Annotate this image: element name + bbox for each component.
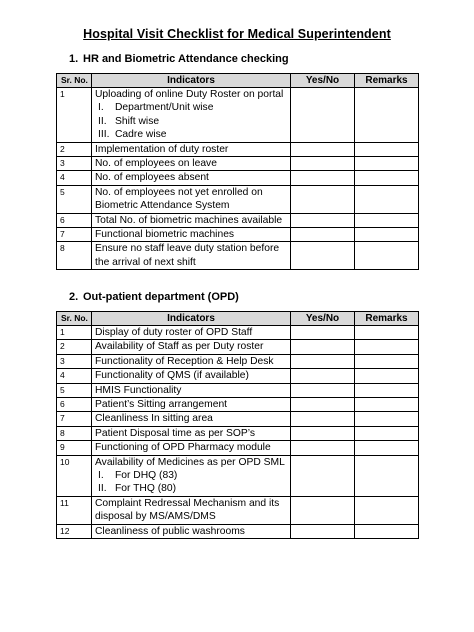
column-header-remarks: Remarks [355,312,419,326]
indicator-text: No. of employees absent [95,172,209,184]
yes-no-cell[interactable] [291,398,355,412]
sr-no-cell: 5 [57,185,92,213]
remarks-cell[interactable] [355,88,419,143]
table-row [57,383,419,397]
indicator-cell [92,242,291,270]
remarks-cell[interactable] [355,426,419,440]
remarks-cell[interactable] [355,524,419,538]
table-row [57,496,419,524]
remarks-cell[interactable] [355,326,419,340]
indicator-cell [92,369,291,383]
sr-no-cell: 9 [57,441,92,455]
sr-no-cell: 3 [57,354,92,368]
remarks-cell[interactable] [355,213,419,227]
remarks-cell[interactable] [355,228,419,242]
table-row [57,426,419,440]
table-row [57,412,419,426]
opd-checklist-table [56,311,419,539]
sub-item-text: For THQ (80) [115,483,177,495]
yes-no-cell[interactable] [291,185,355,213]
remarks-cell[interactable] [355,171,419,185]
indicator-cell [92,496,291,524]
section-title: HR and Biometric Attendance checking [83,53,289,65]
table-row [57,398,419,412]
table-row [57,142,419,156]
table-row [57,228,419,242]
yes-no-cell[interactable] [291,455,355,496]
sr-no-cell: 12 [57,524,92,538]
column-header-indicators: Indicators [92,74,291,88]
yes-no-cell[interactable] [291,369,355,383]
indicator-text: Functionality of QMS (if available) [95,370,249,382]
yes-no-cell[interactable] [291,340,355,354]
sub-item [95,101,287,114]
yes-no-cell[interactable] [291,142,355,156]
indicator-cell [92,157,291,171]
sub-item-numeral: II. [98,483,107,495]
sr-no-cell: 6 [57,213,92,227]
sub-item [95,128,287,141]
indicator-text: Uploading of online Duty Roster on portal [95,89,284,100]
sr-no-cell: 2 [57,340,92,354]
indicator-text: Functional biometric machines [95,229,235,241]
section-title: Out-patient department (OPD) [83,291,239,303]
sr-no-cell: 7 [57,412,92,426]
table-row [57,213,419,227]
table-row [57,326,419,340]
indicator-text: Complaint Redressal Mechanism and its [95,497,280,509]
page-title: Hospital Visit Checklist for Medical Superintendent [83,27,391,41]
section-number: 1. [69,53,79,65]
indicator-cell [92,88,291,143]
yes-no-cell[interactable] [291,157,355,171]
sub-item [95,482,287,495]
indicator-text: Cleanliness of public washrooms [95,525,245,537]
yes-no-cell[interactable] [291,326,355,340]
sr-no-cell: 8 [57,426,92,440]
sr-no-cell: 5 [57,383,92,397]
indicator-text: Display of duty roster of OPD Staff [95,327,253,338]
indicator-text: Functioning of OPD Pharmacy module [95,442,271,454]
sr-no-cell: 4 [57,369,92,383]
remarks-cell[interactable] [355,496,419,524]
remarks-cell[interactable] [355,354,419,368]
indicator-text: Cleanliness In sitting area [95,413,213,425]
table-row [57,455,419,496]
column-header-indicators: Indicators [92,312,291,326]
sub-item-text: Shift wise [115,115,160,127]
table-row [57,441,419,455]
table-row [57,88,419,143]
table-row [57,524,419,538]
indicator-cell [92,398,291,412]
indicator-cell [92,185,291,213]
remarks-cell[interactable] [355,398,419,412]
column-header-yes-no: Yes/No [291,74,355,88]
yes-no-cell[interactable] [291,496,355,524]
indicator-text: Ensure no staff leave duty station before [95,243,280,255]
yes-no-cell[interactable] [291,213,355,227]
table-row [57,354,419,368]
column-header-sr-no: Sr. No. [57,74,92,88]
remarks-cell[interactable] [355,383,419,397]
indicator-text: the arrival of next shift [95,256,196,268]
indicator-text: Total No. of biometric machines available [95,214,283,226]
table-row [57,185,419,213]
remarks-cell[interactable] [355,369,419,383]
indicator-cell [92,426,291,440]
table-row [57,171,419,185]
indicator-cell [92,213,291,227]
yes-no-cell[interactable] [291,354,355,368]
remarks-cell[interactable] [355,142,419,156]
sr-no-cell: 2 [57,142,92,156]
remarks-cell[interactable] [355,340,419,354]
yes-no-cell[interactable] [291,412,355,426]
remarks-cell[interactable] [355,412,419,426]
remarks-cell[interactable] [355,157,419,171]
indicator-cell [92,455,291,496]
table-header-row [57,312,419,326]
indicator-text: No. of employees not yet enrolled on [95,186,263,198]
indicator-cell [92,142,291,156]
indicator-cell [92,412,291,426]
sub-item [95,115,287,128]
column-header-remarks: Remarks [355,74,419,88]
remarks-cell[interactable] [355,455,419,496]
sub-item-text: Department/Unit wise [115,102,214,114]
indicator-cell [92,441,291,455]
sr-no-cell: 10 [57,455,92,496]
section-heading-opd [69,291,239,303]
remarks-cell[interactable] [355,242,419,270]
column-header-yes-no: Yes/No [291,312,355,326]
sr-no-cell: 4 [57,171,92,185]
indicator-text: Availability of Medicines as per OPD SML [95,456,285,468]
indicator-text: Patient Disposal time as per SOP’s [95,427,256,439]
sr-no-cell: 7 [57,228,92,242]
sr-no-cell: 8 [57,242,92,270]
sub-item-numeral: I. [98,102,104,114]
column-header-sr-no: Sr. No. [57,312,92,326]
sr-no-cell: 1 [57,88,92,143]
yes-no-cell[interactable] [291,88,355,143]
indicator-text: Availability of Staff as per Duty roster [95,341,264,353]
sr-no-cell: 1 [57,326,92,340]
table-header-row [57,74,419,88]
sub-item-text: For DHQ (83) [115,470,178,482]
sub-item [95,469,287,482]
section-number: 2. [69,291,79,303]
indicator-cell [92,171,291,185]
indicator-text: Functionality of Reception & Help Desk [95,355,274,367]
yes-no-cell[interactable] [291,242,355,270]
table-row [57,242,419,270]
section-heading-hr-biometric [69,53,289,65]
indicator-cell [92,228,291,242]
indicator-text: HMIS Functionality [95,384,182,396]
yes-no-cell[interactable] [291,383,355,397]
indicator-cell [92,326,291,340]
sub-item-numeral: II. [98,115,107,127]
sr-no-cell: 6 [57,398,92,412]
remarks-cell[interactable] [355,441,419,455]
yes-no-cell[interactable] [291,524,355,538]
table-row [57,340,419,354]
indicator-text: Implementation of duty roster [95,143,229,155]
indicator-text: Biometric Attendance System [95,200,230,212]
indicator-cell [92,340,291,354]
sr-no-cell: 11 [57,496,92,524]
remarks-cell[interactable] [355,185,419,213]
table-row [57,369,419,383]
indicator-cell [92,524,291,538]
indicator-cell [92,383,291,397]
sub-item-numeral: III. [98,129,110,141]
table-row [57,157,419,171]
yes-no-cell[interactable] [291,426,355,440]
yes-no-cell[interactable] [291,228,355,242]
indicator-text: disposal by MS/AMS/DMS [95,511,216,523]
indicator-text: No. of employees on leave [95,158,217,170]
sr-no-cell: 3 [57,157,92,171]
sub-item-numeral: I. [98,470,104,482]
indicator-cell [92,354,291,368]
sub-item-text: Cadre wise [115,129,167,141]
indicator-text: Patient’s Sitting arrangement [95,399,228,411]
yes-no-cell[interactable] [291,171,355,185]
yes-no-cell[interactable] [291,441,355,455]
hr-biometric-checklist-table [56,73,419,270]
